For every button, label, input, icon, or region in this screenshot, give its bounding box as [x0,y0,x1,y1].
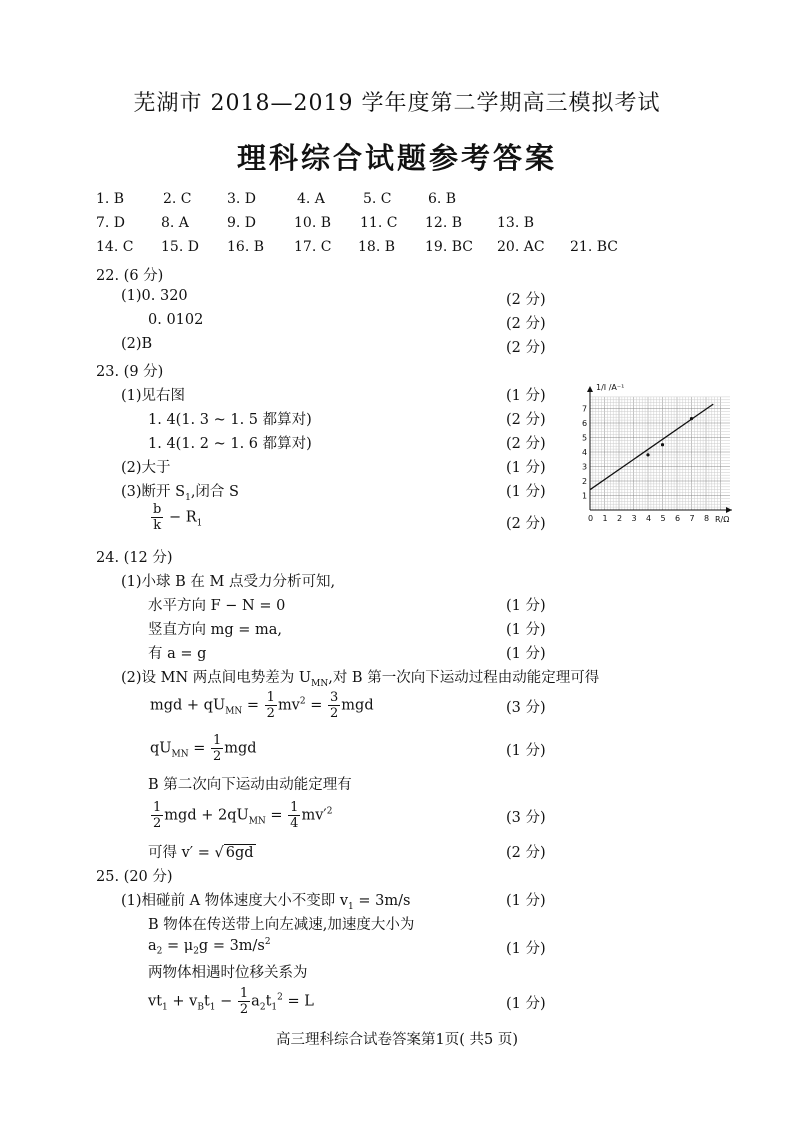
y-tick-label: 2 [582,477,588,486]
formula: 可得 v′ = √ 6gd [148,845,254,861]
score: (1 分) [506,622,546,638]
answer-key-title: 理科综合试题参考答案 [236,141,557,175]
mc-answer: 21. BC [570,239,618,255]
mc-answer: 7. D [96,215,126,231]
answer-line: (1)相碰前 A 物体速度大小不变即 $v_1 = 3m/s$ [121,893,411,912]
question-heading: 24. (12 分) [96,550,173,566]
mc-answer: 4. A [297,191,325,207]
score: (3 分) [506,700,546,716]
x-tick-label: 3 [631,514,637,523]
score: (2 分) [506,412,546,428]
mc-answer: 17. C [294,239,332,255]
mc-answer: 13. B [497,215,535,231]
mc-answer: 9. D [227,215,257,231]
answer-line: 水平方向 F − N = 0 [148,598,286,614]
mc-answer: 18. B [358,239,396,255]
mc-answer: 3. D [227,191,257,207]
y-tick-label: 7 [582,404,588,414]
score: (2 分) [506,845,546,861]
resistance-current-graph [570,378,740,528]
y-tick-label: 6 [582,419,588,428]
score: (1 分) [506,996,546,1012]
y-tick-label: 5 [582,433,588,443]
mc-answer: 8. A [161,215,189,231]
x-tick-label: 8 [704,514,710,523]
x-tick-label: 4 [646,514,652,523]
x-tick-label: 5 [660,514,666,523]
answer-line: 0. 0102 [148,312,204,328]
data-point [646,453,649,456]
score: (2 分) [506,292,546,308]
answer-line: 有 a = g [148,646,207,662]
y-tick-label: 4 [582,448,588,457]
score: (2 分) [506,436,546,452]
formula: $vt_1 + v_Bt_1$ − $\frac{1}{2}$ $a_2t_1^2 = L$ [148,986,314,1017]
x-tick-label: 6 [675,514,681,523]
answer-line: (1)0. 320 [121,288,188,304]
answer-line: (1)小球 B 在 M 点受力分析可知, [121,574,336,590]
score: (1 分) [506,743,546,759]
score: (3 分) [506,810,546,826]
graph-grid [590,397,730,510]
formula: $\frac{b}{k}$ − $R_1$ [153,502,203,533]
y-axis-arrow [587,386,593,392]
score: (1 分) [506,598,546,614]
mc-answer: 10. B [294,215,332,231]
mc-answer: 15. D [161,239,199,255]
formula: $qU_{MN}$ = $\frac{1}{2}$ mgd [150,733,257,764]
score: (1 分) [506,646,546,662]
answer-line: 两物体相遇时位移关系为 [148,965,308,981]
answer-line: 1. 4(1. 3 ~ 1. 5 都算对) [148,412,312,428]
x-axis-label: R/Ω [715,515,730,524]
mc-answer: 16. B [227,239,265,255]
x-tick-label: 0 [588,514,594,523]
y-axis-label: 1/I /A⁻¹ [596,383,625,392]
answer-line: B 物体在传送带上向左减速,加速度大小为 [148,917,415,933]
answer-line: (2)设 MN 两点间电势差为 $U_{MN}$,对 B 第一次向下运动过程由动能定理可得 [121,670,600,689]
answer-line: 竖直方向 mg = ma, [148,622,283,638]
mc-answer: 5. C [363,191,392,207]
score: (1 分) [506,484,546,500]
mc-answer: 14. C [96,239,134,255]
exam-title: 芜湖市 2018—2019 学年度第二学期高三模拟考试 [133,91,661,116]
mc-answer: 19. BC [425,239,473,255]
y-tick-label: 3 [582,462,588,472]
answer-line: B 第二次向下运动由动能定理有 [148,777,352,793]
mc-answer: 1. B [96,191,125,207]
y-tick-label: 1 [582,491,588,501]
score: (1 分) [506,388,546,404]
question-heading: 25. (20 分) [96,869,173,885]
x-axis-arrow [726,507,732,513]
score: (1 分) [506,941,546,957]
answer-line: (2)大于 [121,460,171,476]
formula: mgd + $qU_{MN}$ = $\frac{1}{2}$ $mv^2$ = $\frac{3}{2}$ mgd [150,690,374,721]
formula: $a_2 = \mu_2g = 3m/s^2$ [148,937,271,957]
score: (1 分) [506,460,546,476]
question-heading: 23. (9 分) [96,364,164,380]
data-point [661,443,664,446]
answer-line: (2)B [121,336,153,352]
mc-answer: 6. B [428,191,457,207]
formula: $\frac{1}{2}$ mgd + $2qU_{MN}$ = $\frac{1}{4}$ $mv'^2$ [153,800,333,831]
x-tick-label: 2 [617,514,623,523]
mc-answer: 20. AC [497,239,545,255]
score: (2 分) [506,340,546,356]
mc-answer: 11. C [360,215,398,231]
x-tick-label: 1 [602,514,608,523]
score: (1 分) [506,893,546,909]
answer-line: 1. 4(1. 2 ~ 1. 6 都算对) [148,436,312,452]
score: (2 分) [506,316,546,332]
score: (2 分) [506,516,546,532]
mc-answer: 12. B [425,215,463,231]
answer-line: (3)断开 $S_1$,闭合 S [121,484,239,503]
mc-answer: 2. C [163,191,192,207]
data-point [690,417,693,420]
page-footer: 高三理科综合试卷答案第1页( 共5 页) [276,1032,518,1048]
x-tick-label: 7 [689,514,695,523]
question-heading: 22. (6 分) [96,268,164,284]
answer-line: (1)见右图 [121,388,186,404]
